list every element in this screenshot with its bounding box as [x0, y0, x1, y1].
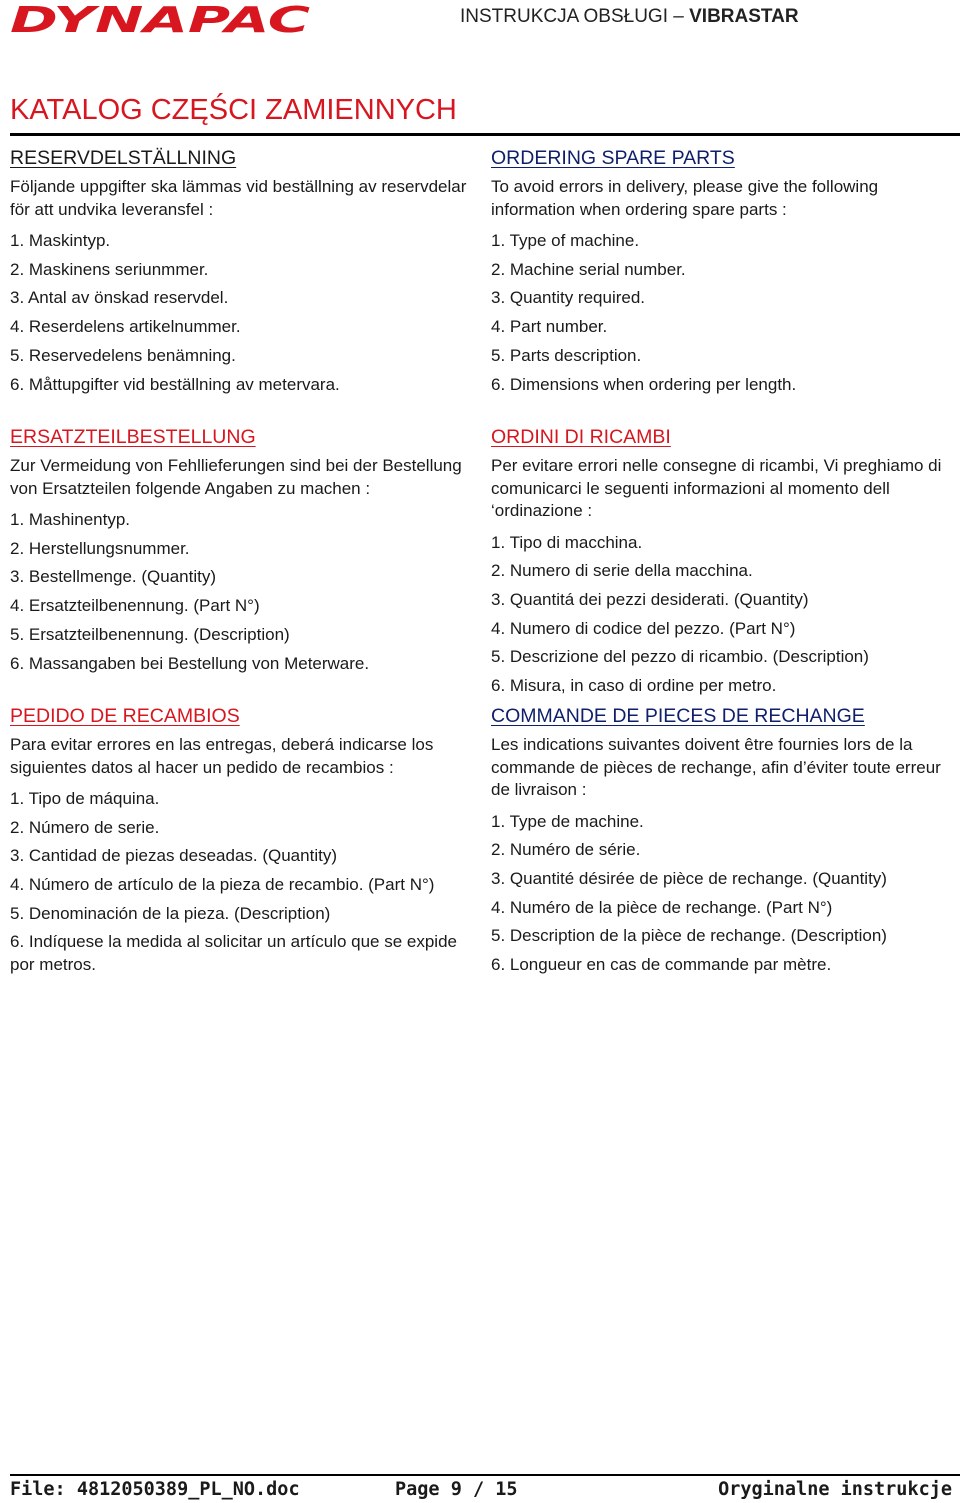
list-item: 5. Parts description.	[491, 345, 642, 365]
list-item: 1. Type of machine.	[491, 231, 640, 250]
item-list	[491, 529, 951, 701]
list-item: 6. Dimensions when ordering per length.	[491, 374, 797, 394]
list-item: 5. Ersatzteilbenennung. (Description)	[10, 624, 290, 644]
section-intro: Les indications suivantes doivent être fournies lors de la commande de pièces de rechange, afin d’éviter toute erreur de livraison :	[491, 735, 941, 799]
document-header	[460, 6, 799, 28]
list-item: 1. Maskintyp.	[10, 231, 111, 250]
list-item: 3. Quantity required.	[491, 288, 646, 308]
list-item: 4. Reserdelens artikelnummer.	[10, 317, 241, 337]
list-item: 2. Maskinens seriunmmer.	[10, 259, 209, 279]
footer-note: Oryginalne instrukcje	[718, 1479, 952, 1500]
list-item: 1. Tipo de máquina.	[10, 789, 160, 808]
list-item: 4. Part number.	[491, 317, 608, 337]
section-german	[10, 425, 470, 678]
list-item: 4. Numero di codice del pezzo. (Part N°)	[491, 618, 796, 638]
item-list	[10, 227, 470, 399]
list-item: 2. Numero di serie della macchina.	[491, 561, 753, 581]
section-intro: Para evitar errores en las entregas, deberá indicarse los siguientes datos al hacer un pedido de recambios :	[10, 735, 434, 777]
section-intro: To avoid errors in delivery, please give the following information when ordering spare parts :	[491, 177, 879, 219]
list-item: 6. Misura, in caso di ordine per metro.	[491, 676, 777, 696]
page-footer	[0, 1479, 960, 1503]
list-item: 3. Bestellmenge. (Quantity)	[10, 567, 216, 587]
section-intro: Per evitare errori nelle consegne di ricambi, Vi preghiamo di comunicarci le seguenti informazioni al momento dell ‘ordinazione :	[491, 456, 942, 520]
list-item: 6. Massangaben bei Bestellung von Meterware.	[10, 653, 370, 673]
list-item: 6. Longueur en cas de commande par mètre.	[491, 955, 832, 975]
list-item: 5. Descrizione del pezzo di ricambio. (Description)	[491, 647, 869, 667]
item-list	[10, 785, 470, 979]
list-item: 3. Quantitá dei pezzi desiderati. (Quantity)	[491, 589, 809, 609]
doc-title-separator: –	[668, 6, 690, 27]
list-item: 1. Tipo di macchina.	[491, 532, 643, 552]
product-name: VIBRASTAR	[689, 6, 799, 27]
section-swedish	[10, 146, 470, 399]
section-italian	[491, 425, 951, 701]
list-item: 5. Description de la pièce de rechange. (Description)	[491, 926, 887, 946]
list-item: 1. Type de machine.	[491, 811, 644, 831]
section-heading: PEDIDO DE RECAMBIOS	[10, 705, 240, 727]
list-item: 3. Antal av önskad reservdel.	[10, 288, 229, 308]
section-french	[491, 704, 951, 980]
list-item: 5. Denominación de la pieza. (Description)	[10, 903, 331, 923]
footer-file-name: File: 4812050389_PL_NO.doc	[10, 1479, 300, 1500]
title-divider	[10, 133, 960, 136]
section-intro: Följande uppgifter ska lämmas vid beställning av reservdelar för att undvika leveransfel :	[10, 177, 467, 219]
list-item: 4. Numéro de la pièce de rechange. (Part N°)	[491, 897, 833, 917]
item-list	[10, 506, 470, 678]
footer-divider	[10, 1474, 960, 1476]
list-item: 6. Måttupgifter vid beställning av metervara.	[10, 374, 340, 394]
list-item: 3. Quantité désirée de pièce de rechange. (Quantity)	[491, 868, 887, 888]
list-item: 4. Ersatzteilbenennung. (Part N°)	[10, 596, 260, 616]
dynapac-logo	[8, 2, 313, 36]
list-item: 6. Indíquese la medida al solicitar un artículo que se expide por metros.	[10, 932, 457, 974]
page-title: KATALOG CZĘŚCI ZAMIENNYCH	[10, 94, 457, 126]
list-item: 4. Número de artículo de la pieza de recambio. (Part N°)	[10, 875, 435, 895]
list-item: 2. Machine serial number.	[491, 259, 686, 279]
item-list	[491, 227, 951, 399]
footer-page-number: Page 9 / 15	[395, 1479, 518, 1500]
list-item: 1. Mashinentyp.	[10, 510, 131, 529]
section-heading: COMMANDE DE PIECES DE RECHANGE	[491, 705, 865, 727]
doc-title: INSTRUKCJA OBSŁUGI	[460, 6, 668, 27]
section-intro: Zur Vermeidung von Fehllieferungen sind bei der Bestellung von Ersatzteilen folgende Angaben zu machen :	[10, 456, 462, 498]
list-item: 2. Herstellungsnummer.	[10, 538, 190, 558]
section-heading: ORDERING SPARE PARTS	[491, 147, 735, 169]
section-english	[491, 146, 951, 399]
section-heading: RESERVDELSTÄLLNING	[10, 147, 237, 169]
section-spanish	[10, 704, 470, 979]
list-item: 2. Número de serie.	[10, 817, 160, 837]
item-list	[491, 808, 951, 980]
logo-text: DYNAPAC	[10, 2, 311, 36]
section-heading: ORDINI DI RICAMBI	[491, 426, 671, 448]
list-item: 5. Reservedelens benämning.	[10, 345, 236, 365]
list-item: 3. Cantidad de piezas deseadas. (Quantity)	[10, 846, 337, 866]
list-item: 2. Numéro de série.	[491, 840, 641, 860]
section-heading: ERSATZTEILBESTELLUNG	[10, 426, 256, 448]
